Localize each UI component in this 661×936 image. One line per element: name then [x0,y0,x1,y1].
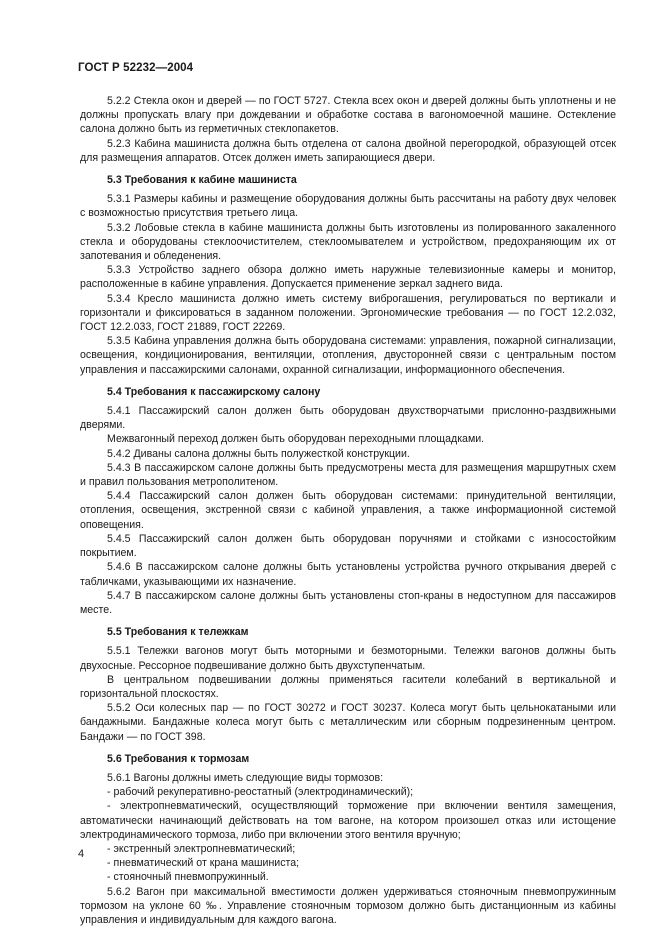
paragraph: - экстренный электропневматический; [107,842,296,855]
paragraph: 5.3.5 Кабина управления должна быть оборудована системами: управления, пожарной сигнализации, освещения, кондиционирования, вентиляции, отопления, двусторонней связи с центральным постом управления и пассажирскими салонами, охранной сигнализации, информационного обеспечения. [80,335,616,376]
paragraph: Межвагонный переход должен быть оборудован переходными площадками. [107,433,485,446]
section-spacer [80,377,616,385]
page-number: 4 [78,848,85,860]
document-body [80,94,616,927]
section-spacer [80,165,616,173]
document-header: ГОСТ Р 52232—2004 [78,62,194,74]
paragraph: 5.3.1 Размеры кабины и размещение оборудования должны быть рассчитаны на работу двух человек с возможностью присутствия третьего лица. [80,193,616,220]
section-heading: 5.4 Требования к пассажирскому салону [107,385,321,398]
paragraph: 5.4.3 В пассажирском салоне должны быть предусмотрены места для размещения маршрутных схем и правил пользования метрополитеном. [80,461,616,489]
paragraph: 5.4.1 Пассажирский салон должен быть оборудован двухстворчатыми прислонно-раздвижными дверями. [80,405,616,432]
paragraph: - стояночный пневмопружинный. [107,871,269,884]
paragraph: 5.2.3 Кабина машиниста должна быть отделена от салона двойной перегородкой, образующей отсек для размещения аппаратов. Отсек должен иметь запирающиеся двери. [80,137,616,164]
paragraph: 5.5.1 Тележки вагонов могут быть моторными и безмоторными. Тележки вагонов должны быть двухосные. Рессорное подвешивание должно быть двухступенчатым. [80,645,616,672]
paragraph: 5.2.2 Стекла окон и дверей — по ГОСТ 5727. Стекла всех окон и дверей должны быть уплотнены и не должны пропускать влагу при дождевании и обработке состава в вагономоечной машине. Остекление салона должно быть из герметичных стеклопакетов. [80,95,616,136]
paragraph: 5.4.6 В пассажирском салоне должны быть установлены устройства ручного открывания дверей с табличками, указывающими их назначение. [80,561,616,588]
paragraph: - пневматический от крана машиниста; [107,857,300,870]
paragraph: 5.4.7 В пассажирском салоне должны быть установлены стоп-краны в недоступном для пассажиров месте. [80,589,616,616]
paragraph: 5.3.4 Кресло машиниста должно иметь систему виброгашения, регулироваться по вертикали и горизонтали и фиксироваться в заданном положении. Эргономические требования — по ГОСТ 12.2.032, ГОСТ 12.2.033, ГОСТ 21889, ГОСТ 22269. [80,292,616,334]
paragraph: 5.3.2 Лобовые стекла в кабине машиниста должны быть изготовлены из полированного закаленного стекла и оборудованы стеклоочистителем, стеклоомывателем и устройством, предохраняющим их от запотевания и обледенения. [80,221,616,263]
section-heading: 5.6 Требования к тормозам [107,752,250,765]
paragraph: - электропневматический, осуществляющий торможение при включении вентиля замещения, автоматически начинающий действовать на том вагоне, на котором произошел отказ или истощение электродинамического тормоза, либо при включении этого вентиля вручную; [80,800,616,841]
paragraph: 5.6.1 Вагоны должны иметь следующие виды тормозов: [107,771,384,784]
paragraph: В центральном подвешивании должны применяться гасители колебаний в вертикальной и горизонтальной плоскостях. [80,673,616,700]
paragraph: 5.4.5 Пассажирский салон должен быть оборудован поручнями и стойками с износостойким покрытием. [80,532,616,560]
paragraph: - рабочий рекуперативно-реостатный (электродинамический); [107,786,414,799]
paragraph: 5.3.3 Устройство заднего обзора должно иметь наружные телевизионные камеры и монитор, расположенные в кабине управления. Допускается применение зеркал заднего вида. [80,264,616,291]
paragraph: 5.4.4 Пассажирский салон должен быть оборудован системами: принудительной вентиляции, отопления, освещения, экстренной связи с кабиной управления, а также информационной системой оповещения. [80,490,616,531]
section-spacer [80,744,616,752]
paragraph: 5.4.2 Диваны салона должны быть полужесткой конструкции. [107,447,410,460]
paragraph: 5.6.2 Вагон при максимальной вместимости должен удерживаться стояночным пневмопружинным тормозом на уклоне 60 ‰. Управление стояночным тормозом должно быть дистанционным из кабины управления и индивидуальным для каждого вагона. [80,885,616,926]
section-spacer [80,617,616,625]
section-heading: 5.5 Требования к тележкам [107,626,249,639]
paragraph: 5.5.2 Оси колесных пар — по ГОСТ 30272 и ГОСТ 30237. Колеса могут быть цельнокатаными или бандажными. Бандажные колеса могут быть с металлическим или сборным подрезиненным центром. Бандажи — по ГОСТ 398. [80,702,616,743]
section-heading: 5.3 Требования к кабине машиниста [107,174,297,187]
